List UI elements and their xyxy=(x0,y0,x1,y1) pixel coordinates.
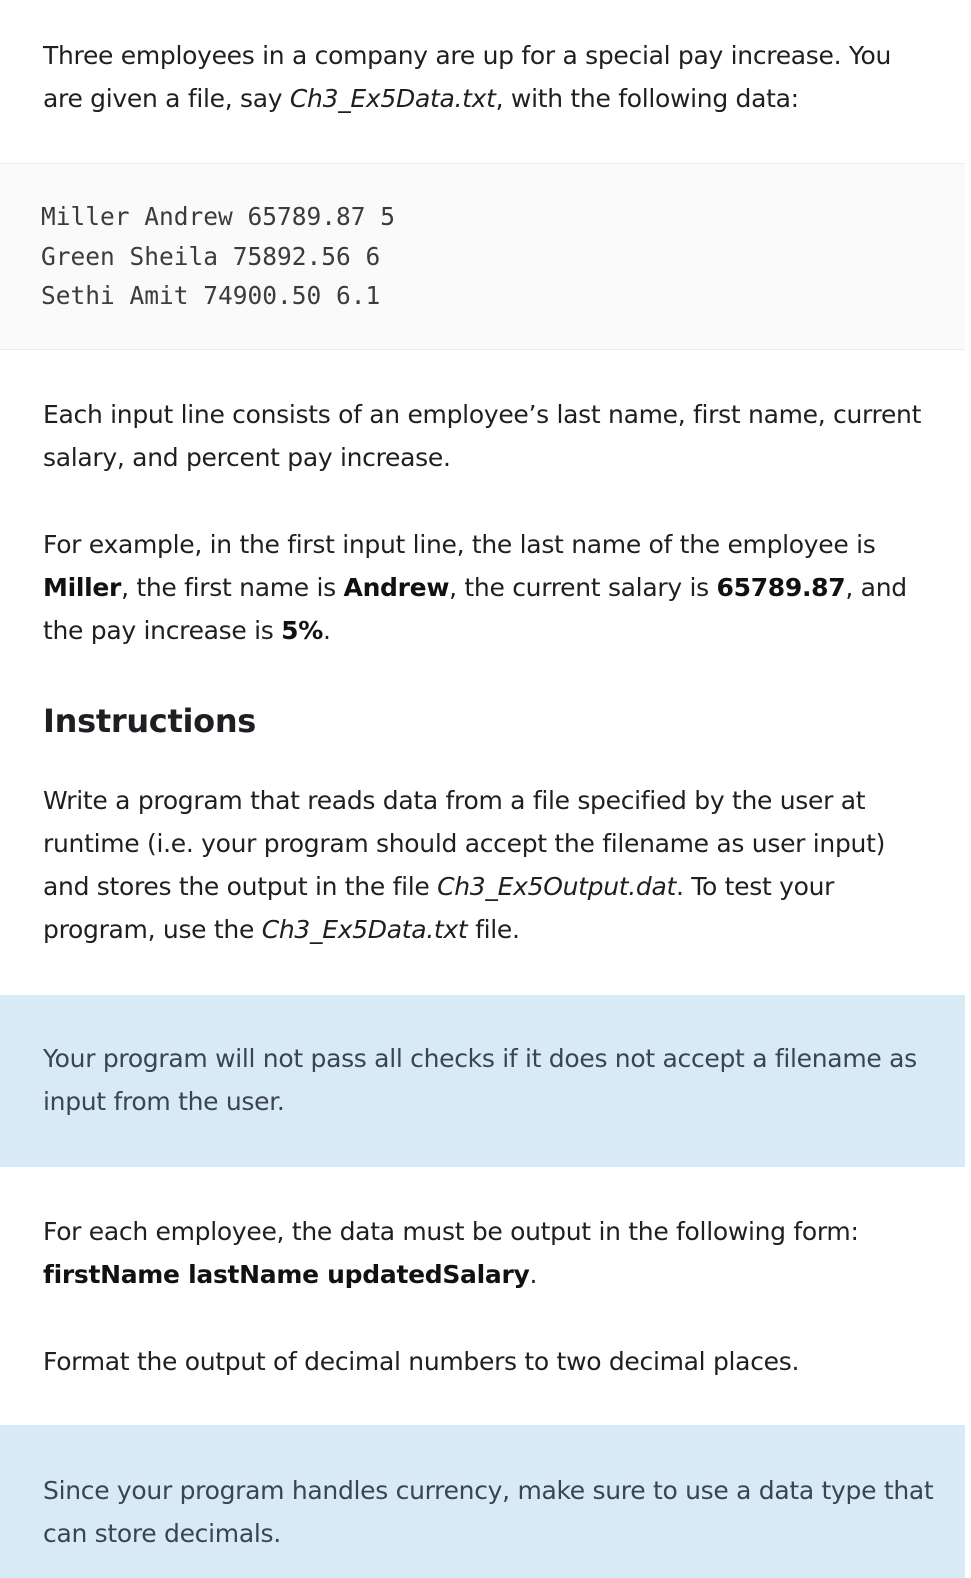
info-callout xyxy=(0,995,965,1167)
instructions-text: Write a program that reads data from a file specified by the user at runtime (i.e. your program should accept the filename as user input) and stores the output in the file xyxy=(43,786,886,901)
instructions-heading: Instructions xyxy=(43,702,257,740)
info-callout xyxy=(0,1425,965,1578)
code-line: Sethi Amit 74900.50 6.1 xyxy=(41,281,381,310)
instructions-text: . To test your program, use the xyxy=(43,872,835,944)
example-text: , and the pay increase is xyxy=(43,573,907,645)
output-form-paragraph xyxy=(43,1210,935,1296)
info-callout-text: Since your program handles currency, make sure to use a data type that can store decimals. xyxy=(43,1476,934,1548)
output-file-name: Ch3_Ex5Output.dat xyxy=(437,872,676,901)
code-line: Green Sheila 75892.56 6 xyxy=(41,242,381,271)
example-text: . xyxy=(323,616,331,645)
example-text: For example, in the first input line, the last name of the employee is xyxy=(43,530,876,559)
example-increase: 5% xyxy=(281,616,324,645)
output-format: firstName lastName updatedSalary xyxy=(43,1260,530,1289)
instructions-paragraph xyxy=(43,779,935,951)
example-first-name: Andrew xyxy=(343,573,450,602)
intro-paragraph xyxy=(43,34,935,120)
example-text: , the first name is xyxy=(121,573,344,602)
intro-text-end: , with the following data: xyxy=(495,84,799,113)
instructions-text: file. xyxy=(467,915,520,944)
example-text: , the current salary is xyxy=(449,573,717,602)
intro-text-start: Three employees in a company are up for a special pay increase. You are given a file, say xyxy=(43,41,892,113)
example-paragraph xyxy=(43,523,935,652)
example-salary: 65789.87 xyxy=(716,573,846,602)
code-block xyxy=(0,163,965,350)
description-paragraph: Each input line consists of an employee’s last name, first name, current salary, and percent pay increase. xyxy=(43,400,922,472)
format-paragraph: Format the output of decimal numbers to two decimal places. xyxy=(43,1347,800,1376)
data-file-name: Ch3_Ex5Data.txt xyxy=(289,84,496,113)
output-form-text: . xyxy=(529,1260,538,1289)
example-last-name: Miller xyxy=(43,573,122,602)
info-callout-text: Your program will not pass all checks if it does not accept a filename as input from the user. xyxy=(43,1044,917,1116)
data-file-name: Ch3_Ex5Data.txt xyxy=(261,915,468,944)
code-line: Miller Andrew 65789.87 5 xyxy=(41,202,396,231)
output-form-text: For each employee, the data must be output in the following form: xyxy=(43,1217,859,1246)
